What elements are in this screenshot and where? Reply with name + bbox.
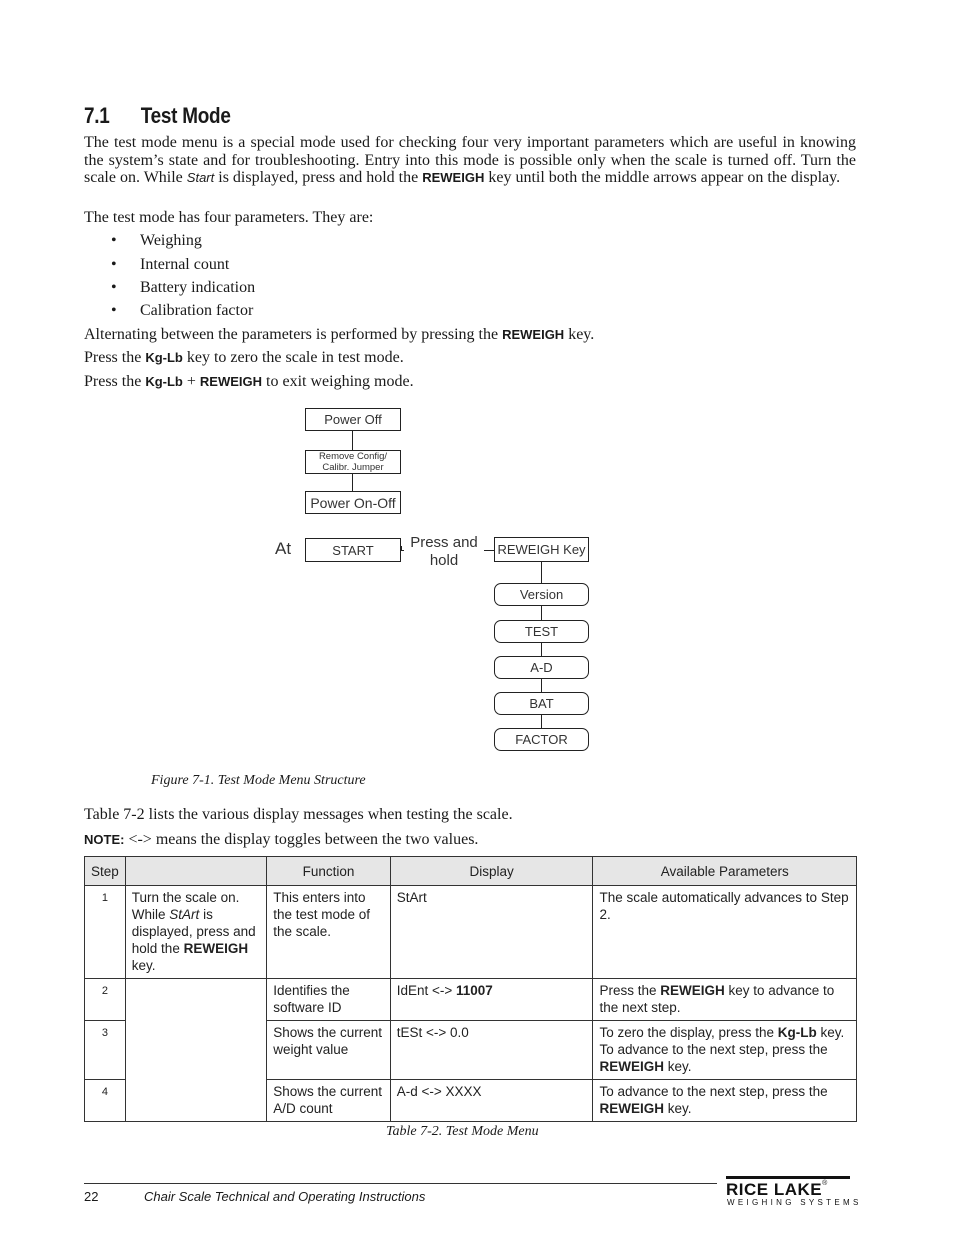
table-row — [85, 979, 857, 1021]
reweigh-key-box: REWEIGH Key — [494, 537, 589, 562]
function-cell: This enters into the test mode of the scale. — [267, 886, 391, 979]
bullet-text: Internal count — [140, 256, 230, 273]
table-row — [85, 886, 857, 979]
remove-jumper-line2: Calibr. Jumper — [322, 462, 384, 473]
logo-subtitle: WEIGHING SYSTEMS — [727, 1198, 862, 1207]
reweigh-key-label: REWEIGH — [502, 327, 565, 342]
note-label: NOTE: — [84, 832, 125, 847]
reweigh-key-label: REWEIGH — [199, 374, 263, 389]
bullet-text: Calibration factor — [140, 302, 254, 319]
note — [84, 831, 478, 849]
table-caption: Table 7-2. Test Mode Menu — [386, 1124, 539, 1139]
bullet-item: • Weighing — [111, 232, 202, 249]
kglb-key-label: Kg-Lb — [145, 350, 183, 365]
table-intro: Table 7-2 lists the various display messages when testing the scale. — [84, 806, 513, 823]
params-cell: To advance to the next step, press the REWEIGH key. — [593, 1080, 857, 1122]
zero-line: Press the Kg-Lb key to zero the scale in test mode. — [84, 349, 404, 366]
function-cell: Identifies the software ID — [267, 979, 391, 1021]
rice-lake-logo: RICE LAKE® — [726, 1180, 828, 1199]
connector — [541, 715, 542, 728]
power-off-box: Power Off — [305, 408, 401, 431]
intro-paragraph — [84, 134, 856, 187]
start-display-text: Start — [186, 170, 215, 185]
params-cell: To zero the display, press the Kg-Lb key. To advance to the next step, press the REWEIGH key. — [593, 1021, 857, 1080]
section-number: 7.1 — [84, 103, 110, 128]
action-cell — [125, 979, 266, 1122]
state-factor: FACTOR — [494, 728, 589, 751]
intro-text: The test mode menu is a special mode used for checking four very important parameters which are useful in knowing the system’s state and for troubleshooting. Entry into this mode is possible only when the scale is turned off. Turn the scale on. While — [84, 134, 856, 186]
table-header-row — [85, 857, 857, 886]
display-cell: StArt — [390, 886, 593, 979]
footer-rule — [84, 1183, 717, 1184]
test-mode-table — [84, 856, 857, 1122]
header-step: Step — [85, 857, 126, 886]
params-cell: Press the REWEIGH key to advance to the next step. — [593, 979, 857, 1021]
header-parameters: Available Parameters — [593, 857, 857, 886]
kglb-key-label: Kg-Lb — [145, 374, 183, 389]
footer-title: Chair Scale Technical and Operating Instructions — [144, 1189, 426, 1204]
step-cell: 1 — [85, 886, 126, 979]
section-heading — [84, 103, 231, 129]
intro-text: key until both the middle arrows appear on the display. — [484, 169, 841, 186]
intro-text: is displayed, press and hold the — [214, 169, 423, 186]
display-cell: IdEnt <-> 11007 — [390, 979, 593, 1021]
header-function: Function — [267, 857, 391, 886]
press-and-hold-label: Press and hold — [404, 534, 484, 570]
connector — [352, 431, 353, 450]
params-cell: The scale automatically advances to Step 2. — [593, 886, 857, 979]
remove-jumper-line1: Remove Config/ — [318, 451, 388, 462]
bullet-item: • Calibration factor — [111, 302, 254, 319]
logo-bar — [726, 1176, 850, 1179]
exit-line: Press the Kg-Lb + REWEIGH to exit weighing mode. — [84, 373, 414, 390]
power-onoff-box: Power On-Off — [305, 491, 401, 514]
function-cell: Shows the current weight value — [267, 1021, 391, 1080]
note-text: <-> means the display toggles between the two values. — [124, 831, 479, 848]
connector — [541, 562, 542, 583]
display-cell: tESt <-> 0.0 — [390, 1021, 593, 1080]
state-version: Version — [494, 583, 589, 606]
state-bat: BAT — [494, 692, 589, 715]
figure-caption: Figure 7-1. Test Mode Menu Structure — [151, 773, 366, 788]
header-action — [125, 857, 266, 886]
at-label: At — [275, 539, 292, 558]
section-title: Test Mode — [140, 103, 231, 128]
start-box: START — [305, 538, 401, 562]
step-cell: 2 — [85, 979, 126, 1021]
connector — [541, 643, 542, 656]
bullet-text: Battery indication — [140, 279, 256, 296]
step-cell: 4 — [85, 1080, 126, 1122]
state-test: TEST — [494, 620, 589, 643]
step-cell: 3 — [85, 1021, 126, 1080]
header-display: Display — [390, 857, 593, 886]
action-cell: Turn the scale on. While StArt is displayed, press and hold the REWEIGH key. — [125, 886, 266, 979]
remove-jumper-box — [305, 450, 401, 474]
parameters-intro: The test mode has four parameters. They are: — [84, 209, 374, 226]
state-ad: A-D — [494, 656, 589, 679]
connector — [541, 606, 542, 620]
page-number: 22 — [84, 1189, 99, 1204]
bullet-item: • Internal count — [111, 256, 230, 273]
alternating-line: Alternating between the parameters is performed by pressing the REWEIGH key. — [84, 326, 595, 343]
display-cell: A-d <-> XXXX — [390, 1080, 593, 1122]
connector — [541, 679, 542, 692]
function-cell: Shows the current A/D count — [267, 1080, 391, 1122]
bullet-text: Weighing — [140, 232, 202, 249]
reweigh-key-label: REWEIGH — [422, 170, 485, 185]
bullet-item: • Battery indication — [111, 279, 256, 296]
connector — [352, 474, 353, 491]
